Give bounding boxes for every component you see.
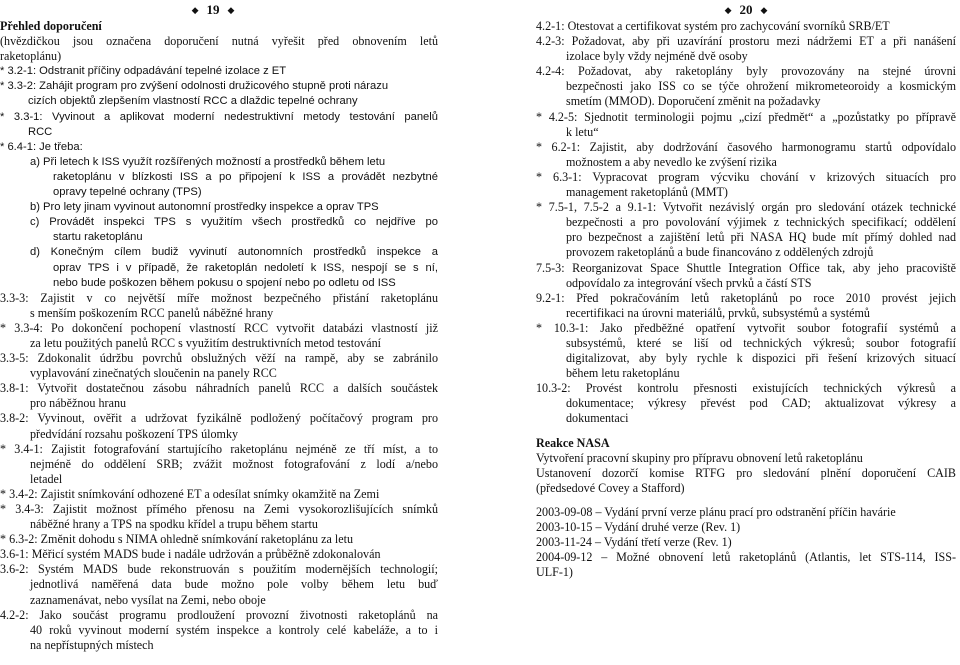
page-number-value: 19	[206, 2, 220, 17]
page-left	[0, 0, 438, 653]
text-line: provozem raketoplánů a bude financováno z oddělených zdrojů	[566, 245, 874, 260]
text-line: * 3.3-1: Vyvinout a aplikovat moderní nedestruktivní metody testování panelů	[0, 110, 438, 123]
text-line: b) Pro lety jinam vyvinout autonomní prostředky inspekce a oprav TPS	[30, 201, 379, 214]
text-line: za letu použitých panelů RCC s využitím destruktivních metod testování	[30, 335, 381, 350]
page-number-value: 20	[739, 2, 753, 17]
text-line: během letu raketoplánu	[566, 366, 680, 381]
text-line: možnostem a aby nevedlo ke zvýšení rizika	[566, 154, 777, 169]
text-line: * 7.5-1, 7.5-2 a 9.1-1: Vytvořit nezávislý orgán pro sledování otázek technické	[536, 200, 956, 215]
text-line: raketoplánu v blízkosti ISS a po připojení k ISS a provádět nezbytné	[53, 170, 438, 183]
text-line: 3.3-3: Zajistit v co největší míře možnost bezpečného přistání raketoplánu	[0, 290, 438, 305]
text-line: * 4.2-5: Sjednotit terminologii pojmu „cizí předmět“ a „pozůstatky po přípravě	[536, 109, 956, 124]
text-line: Vytvoření pracovní skupiny pro přípravu obnovení letů raketoplánu	[536, 450, 863, 465]
text-line: 2003-11-24 – Vydání třetí verze (Rev. 1)	[536, 535, 732, 550]
text-line: a) Při letech k ISS využít rozšířených možností a prostředků během letu	[30, 155, 386, 168]
text-line: recertifikaci na úrovni materiálů, prvků, subsystémů a systémů	[566, 305, 870, 320]
text-line: c) Provádět inspekci TPS s využitím všech prostředků co nejdříve po	[30, 216, 438, 229]
text-line: opravy tepelné ochrany (TPS)	[53, 186, 202, 199]
text-line: 3.6-2: Systém MADS bude rekonstruován s použitím modernějších technologií;	[0, 562, 438, 577]
text-line: nejméně do oddělení SRB; zvážit možnost fotografování z lodí a/nebo	[30, 456, 438, 471]
text-line: oprav TPS i v případě, že raketoplán nedoletí k ISS, nespojí se s ní,	[53, 261, 438, 274]
text-line: * 10.3-1: Jako předběžné opatření vytvořit soubor fotografií systémů a	[536, 320, 956, 335]
text-line: 3.6-1: Měřicí systém MADS bude i nadále udržován a průběžně zdokonalován	[0, 547, 381, 562]
text-line: 10.3-2: Provést kontrolu přesnosti existujících technických výkresů a	[536, 381, 956, 396]
text-line: subsystémů, které se liší od technických výkresů; soubor fotografií	[566, 335, 956, 350]
text-line: (hvězdičkou jsou označena doporučení nutná vyřešit před obnovením letů	[0, 34, 438, 49]
text-line: digitalizovat, aby byly rychle k dispozici při řešení krizových situací	[566, 351, 956, 366]
text-line: smetím (MMOD). Doporučení změnit na požadavky	[566, 94, 821, 109]
text-line: vyplavování zinečnatých sloučenin na panely RCC	[30, 366, 277, 381]
text-line: Přehled doporučení	[0, 19, 102, 33]
diamond-icon: ◆	[191, 5, 199, 15]
text-line: letadel	[30, 471, 63, 486]
right-text-body	[536, 19, 956, 580]
text-line: * 6.4-1: Je třeba:	[0, 140, 83, 153]
text-line: 40 roků vyvinout moderní systém inspekce a kontroly celé kabeláže, a to i	[30, 622, 438, 637]
text-line: * 3.3-4: Po dokončení pochopení vlastností RCC vytvořit databázi vlastností již	[0, 320, 438, 335]
text-line: 4.2-4: Požadovat, aby raketoplány byly provozovány na stejné úrovni	[536, 64, 956, 79]
text-line: 4.2-2: Jako součást programu prodloužení provozní životnosti raketoplánů na	[0, 607, 438, 622]
text-line: dokumentace; výkresy převést pod CAD; aktualizovat výkresy a	[566, 396, 956, 411]
text-line: 7.5-3: Reorganizovat Space Shuttle Integration Office tak, aby jeho pracoviště	[536, 260, 956, 275]
text-line: dokumentaci	[566, 411, 629, 426]
text-line: s menším poškozením RCC panelů náběžné hrany	[30, 305, 274, 320]
diamond-icon: ◆	[724, 5, 732, 15]
text-line: ULF-1)	[536, 565, 573, 580]
diamond-icon: ◆	[227, 5, 235, 15]
text-line: * 3.4-2: Zajistit snímkování odhozené ET a odesílat snímky okamžitě na Zemi	[0, 486, 380, 501]
text-line: nebo bude poškozen během pokusu o spojení nebo po odletu od ISS	[53, 276, 396, 289]
text-line: raketoplánu)	[0, 49, 62, 64]
text-line: 4.2-3: Požadovat, aby při uzavírání prostoru mezi nádržemi ET a při nanášení	[536, 34, 956, 49]
text-line: 2004-09-12 – Možné obnovení letů raketoplánů (Atlantis, let STS-114, ISS-	[536, 550, 956, 565]
text-line: 3.8-2: Vyvinout, ověřit a udržovat fyzikálně podložený počítačový program pro	[0, 411, 438, 426]
text-line: * 3.3-2: Zahájit program pro zvýšení odolnosti družicového stupně proti nárazu	[0, 80, 389, 93]
text-line: zaznamenávat, nebo vysílat na Zemi, nebo oboje	[30, 592, 266, 607]
text-line: 3.8-1: Vytvořit dostatečnou zásobu náhradních panelů RCC a dalších součástek	[0, 381, 438, 396]
text-line: na nepřístupných místech	[30, 637, 154, 652]
text-line: 2003-10-15 – Vydání druhé verze (Rev. 1)	[536, 520, 741, 534]
spacer	[536, 427, 956, 436]
text-line: k letu“	[566, 124, 599, 139]
text-line: * 6.3-2: Změnit dohodu s NIMA ohledně snímkování raketoplánu za letu	[0, 532, 354, 547]
text-line: * 3.4-3: Zajistit možnost přímého přenosu na Zemi vysokorozlišujících snímků	[0, 502, 438, 516]
page-number-left	[0, 1, 426, 18]
text-line: cizích objektů zlepšením vlastností RCC a dlaždic tepelné ochrany	[28, 95, 358, 108]
page-right	[536, 0, 956, 580]
text-line: bezpečnosti jako ISS co se týče ohrožení mikrometeoroidy a kosmickým	[566, 79, 956, 94]
text-line: pro náběžnou hranu	[30, 396, 127, 411]
text-line: management raketoplánů (MMT)	[566, 185, 728, 200]
text-line: 3.3-5: Zdokonalit údržbu povrchů obslužných věží na rampě, aby se zabránilo	[0, 351, 438, 366]
text-line: izolace byly vždy nejméně dvě osoby	[566, 49, 748, 64]
text-line: odpovídalo za integrování všech prvků a částí STS	[566, 275, 812, 290]
text-line: * 3.4-1: Zajistit fotografování startujícího raketoplánu nejméně ze tří míst, a to	[0, 441, 438, 456]
text-line: Ustanovení dozorčí komise RTFG pro sledování plnění doporučení CAIB	[536, 465, 956, 480]
text-line: startu raketoplánu	[53, 231, 143, 244]
text-line: náběžné hrany a TPS na spodku křídel a trupu během startu	[30, 517, 318, 532]
text-line: * 6.2-1: Zajistit, aby dodržování časového harmonogramu startů odpovídalo	[536, 139, 956, 154]
text-line: Reakce NASA	[536, 435, 610, 450]
text-line: (předsedové Covey a Stafford)	[536, 480, 685, 495]
text-line: předvídání rozsahu poškození TPS úlomky	[30, 426, 239, 441]
text-line: d) Konečným cílem budiž vyvinutí autonomních prostředků inspekce a	[30, 246, 438, 259]
text-line: 9.2-1: Před pokračováním letů raketoplánů po roce 2010 provést jejich	[536, 290, 956, 305]
text-line: * 6.3-1: Vypracovat program výcviku chování v krizových situacích pro	[536, 169, 956, 184]
text-line: jednotlivá naměřená data bude možno pole volby během letu buď	[30, 577, 438, 592]
text-line: RCC	[28, 125, 53, 138]
page-number-right	[536, 1, 956, 18]
text-line: pro bezpečnost a zajištění letů při NASA HQ bude mít přímý dohled nad	[566, 230, 956, 245]
left-text-body	[0, 19, 438, 653]
diamond-icon: ◆	[760, 5, 768, 15]
text-line: 2003-09-08 – Vydání první verze plánu prací pro odstranění příčin havárie	[536, 504, 896, 519]
spacer	[536, 496, 956, 505]
text-line: * 3.2-1: Odstranit příčiny odpadávání tepelné izolace z ET	[0, 65, 287, 78]
text-line: bezpečnosti a pro povolování výjimek z technických specifikací; oddělení	[566, 215, 956, 230]
text-line: 4.2-1: Otestovat a certifikovat systém pro zachycování svorníků SRB/ET	[536, 19, 890, 33]
